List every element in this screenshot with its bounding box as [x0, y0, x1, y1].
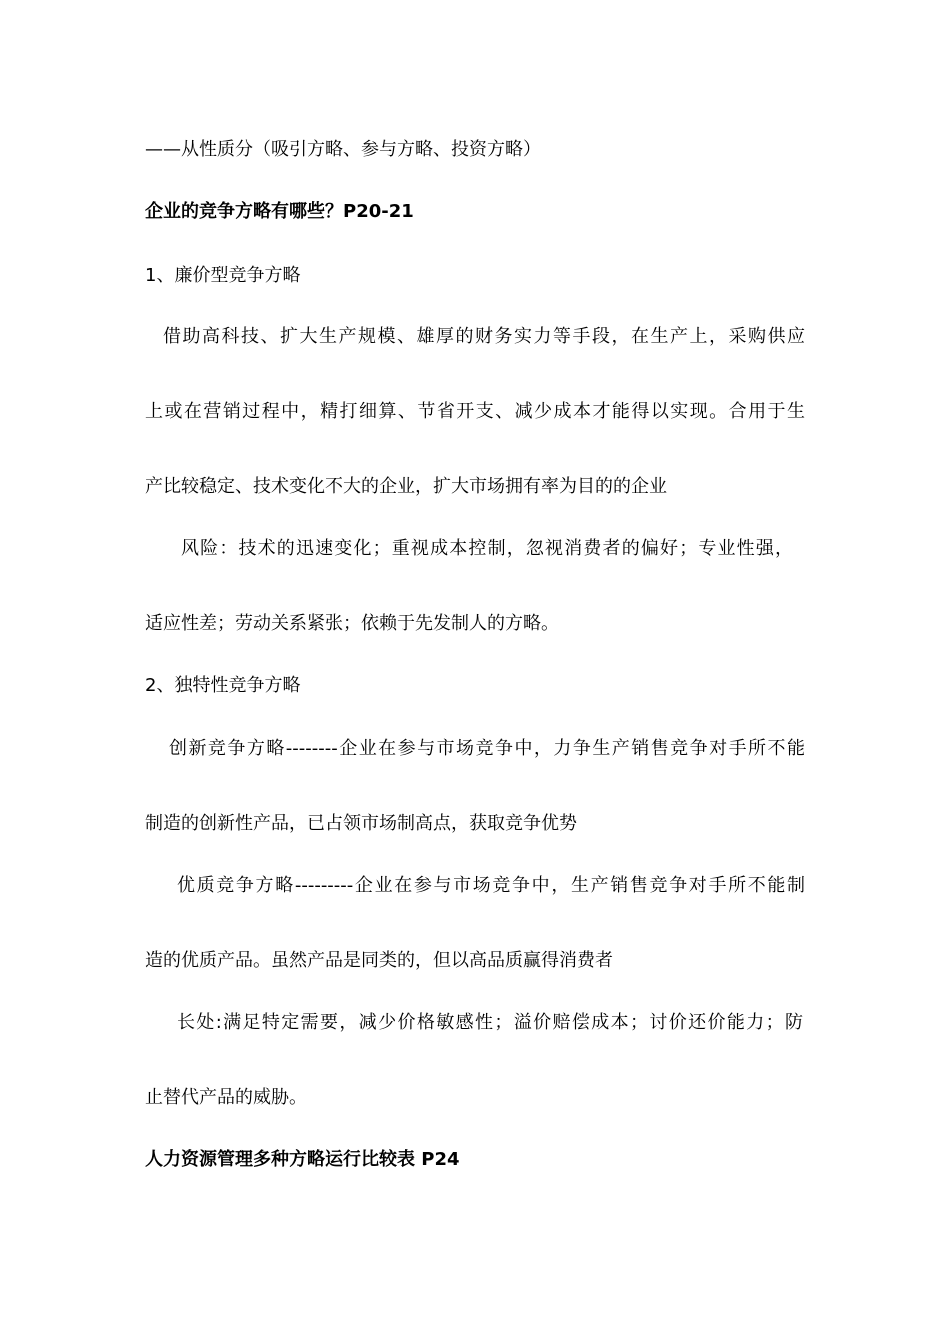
paragraph-line: 止替代产品的威胁。: [145, 1087, 307, 1108]
paragraph-line: 适应性差；劳动关系紧张；依赖于先发制人的方略。: [145, 613, 559, 634]
paragraph-line: 借助高科技、扩大生产规模、雄厚的财务实力等手段，在生产上，采购供应: [163, 326, 805, 347]
paragraph-line: 产比较稳定、技术变化不大的企业，扩大市场拥有率为目的的企业: [145, 476, 667, 497]
text-line-classification: ——从性质分（吸引方略、参与方略、投资方略）: [145, 139, 541, 160]
subheading-low-price-strategy: 1、廉价型竞争方略: [145, 265, 301, 286]
paragraph-line-advantages: 长处:满足特定需要，减少价格敏感性；溢价赔偿成本；讨价还价能力；防: [177, 1012, 803, 1033]
paragraph-line: 制造的创新性产品，已占领市场制高点，获取竞争优势: [145, 813, 577, 834]
section-heading-competitive-strategies: 企业的竞争方略有哪些？P20-21: [145, 201, 414, 222]
paragraph-line: 上或在营销过程中，精打细算、节省开支、减少成本才能得以实现。合用于生: [145, 401, 805, 422]
paragraph-line-innovation: 创新竞争方略--------企业在参与市场竞争中，力争生产销售竞争对手所不能: [169, 738, 805, 759]
subheading-unique-strategy: 2、独特性竞争方略: [145, 675, 301, 696]
section-heading-hr-comparison: 人力资源管理多种方略运行比较表 P24: [145, 1149, 460, 1170]
paragraph-line: 造的优质产品。虽然产品是同类的，但以高品质赢得消费者: [145, 950, 613, 971]
paragraph-line-quality: 优质竞争方略---------企业在参与市场竞争中，生产销售竞争对手所不能制: [177, 875, 805, 896]
paragraph-line-risk: 风险：技术的迅速变化；重视成本控制，忽视消费者的偏好；专业性强，: [181, 538, 793, 559]
